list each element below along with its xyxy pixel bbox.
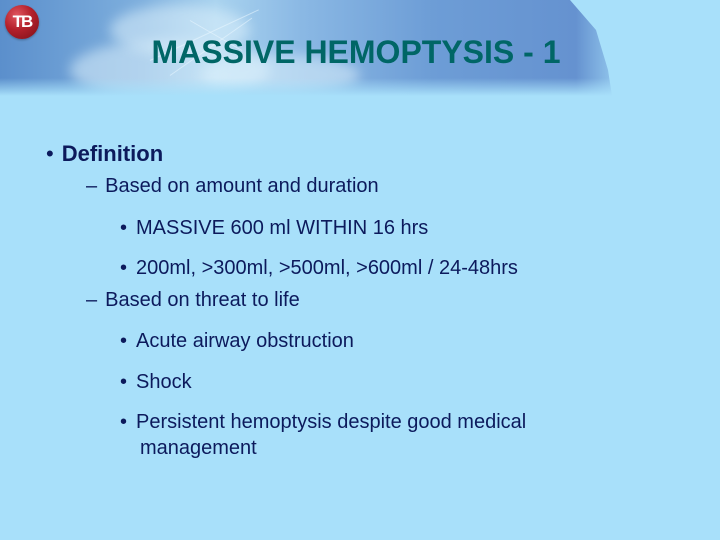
bullet-icon: • xyxy=(120,411,128,433)
list-item xyxy=(120,411,526,434)
tb-logo-text: TB xyxy=(12,12,32,31)
list-item-label: Persistent hemoptysis despite good medical xyxy=(136,411,527,433)
bullet-icon: • xyxy=(120,330,128,352)
subheading-threat-to-life xyxy=(86,289,300,312)
bullet-icon: • xyxy=(46,141,54,166)
list-item xyxy=(120,330,354,353)
list-item-label: 200ml, >300ml, >500ml, >600ml / 24-48hrs xyxy=(136,257,518,279)
subheading-label: Based on threat to life xyxy=(105,289,300,311)
list-item xyxy=(120,217,428,240)
list-item xyxy=(120,371,192,394)
bullet-icon: • xyxy=(120,217,128,239)
slide-title: MASSIVE HEMOPTYSIS - 1 xyxy=(151,34,561,70)
bullet-definition xyxy=(46,141,163,167)
list-item-label: Shock xyxy=(136,371,192,393)
list-item-continuation: management xyxy=(140,437,257,459)
subheading-label: Based on amount and duration xyxy=(105,175,379,197)
list-item-label: MASSIVE 600 ml WITHIN 16 hrs xyxy=(136,217,429,239)
list-item-label: Acute airway obstruction xyxy=(136,330,354,352)
dash-icon: – xyxy=(86,289,98,311)
list-item xyxy=(120,257,518,280)
bullet-icon: • xyxy=(120,257,128,279)
dash-icon: – xyxy=(86,175,98,197)
bullet-label: Definition xyxy=(61,141,164,166)
bullet-icon: • xyxy=(120,371,128,393)
subheading-amount-duration xyxy=(86,175,379,198)
